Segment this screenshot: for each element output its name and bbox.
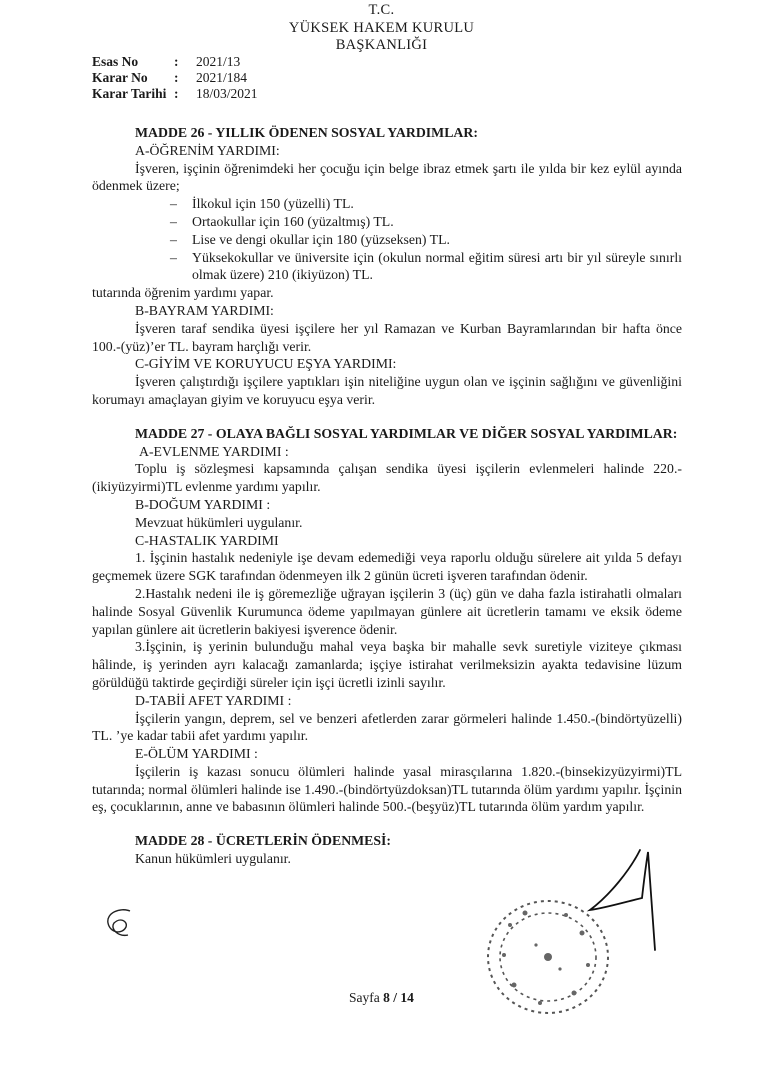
meta-value: 2021/184 [196, 70, 248, 85]
article-27-d-title: D-TABİİ AFET YARDIMI : [135, 692, 292, 708]
article-27-b-text: Mevzuat hükümleri uygulanır. [135, 514, 303, 530]
article-26-title: MADDE 26 - YILLIK ÖDENEN SOSYAL YARDIMLAR: [135, 125, 478, 140]
article-27-c-p1: 1. İşçinin hastalık nedeniyle işe devam edemediği veya raporlu olduğu sürelere ait yılda 5 defayı geçmemek üzere SGK tarafından ödenmeyen ilk 2 günün ücreti işveren tarafından ödenir. [92, 550, 682, 584]
meta-row-karar [92, 70, 258, 86]
section-gap [92, 816, 682, 832]
article-26-a-end: tutarında öğrenim yardımı yapar. [92, 285, 274, 301]
meta-value: 2021/13 [196, 54, 241, 69]
article-28-text: Kanun hükümleri uygulanır. [135, 851, 291, 867]
meta-key: Karar Tarihi [92, 86, 167, 101]
header-tc: T.C. [368, 2, 395, 18]
page-number [0, 990, 763, 1006]
article-26-a-list [92, 195, 682, 284]
article-27-title: MADDE 27 - OLAYA BAĞLI SOSYAL YARDIMLAR VE DİĞER SOSYAL YARDIMLAR: [135, 425, 678, 441]
article-27-b-title: B-DOĞUM YARDIMI : [135, 496, 271, 512]
meta-sep: : [174, 86, 179, 101]
list-item: – Lise ve dengi okullar için 180 (yüzseksen) TL. [92, 231, 682, 249]
page-prefix: Sayfa [349, 990, 380, 1005]
article-27-e-title: E-ÖLÜM YARDIMI : [135, 746, 258, 762]
meta-row-tarih [92, 86, 258, 102]
article-26-a-text: İşveren, işçinin öğrenimdeki her çocuğu için belge ibraz etmek şartı ile yılda bir kez eylül ayında ödenmek üzere; [92, 160, 682, 194]
article-26-b-text: İşveren taraf sendika üyesi işçilere her yıl Ramazan ve Kurban Bayramlarından bir hafta önce 100.-(yüz)’er TL. bayram harçlığı verir. [92, 320, 682, 354]
list-item: – İlkokul için 150 (yüzelli) TL. [92, 195, 682, 213]
list-item: – Ortaokullar için 160 (yüzaltmış) TL. [92, 213, 682, 231]
article-28-title: MADDE 28 - ÜCRETLERİN ÖDENMESİ: [135, 833, 392, 849]
article-27-e-text: İşçilerin iş kazası sonucu ölümleri halinde yasal mirasçılarına 1.820.-(binsekizyüzyirmi)TL tutarında; normal ölümleri halinde ise 1.490.-(bindörtyüzdoksan)TL tutarında ölüm yardımı yapılır. İşçinin eş, çocuklarının, anne ve babasının ölümleri halinde 500.-(beşyüz)TL tutarında ölüm yardım yapılır. [92, 763, 682, 815]
page-count: 8 / 14 [383, 990, 414, 1005]
article-26-b-title: B-BAYRAM YARDIMI: [135, 302, 274, 318]
meta-row-esas [92, 54, 258, 70]
meta-value: 18/03/2021 [196, 86, 258, 101]
article-26-c-text: İşveren çalıştırdığı işçilere yaptıkları işin niteliğine uygun olan ve işçinin sağlığını ve güvenliğini korumayı amaçlayan giyim ve koruyucu eşya verir. [92, 374, 682, 407]
header-institution: YÜKSEK HAKEM KURULU [288, 20, 475, 36]
meta-key: Esas No [92, 54, 139, 69]
signature [570, 840, 670, 960]
document-body [92, 124, 682, 868]
article-26-a-title: A-ÖĞRENİM YARDIMI: [135, 142, 280, 158]
header-presidency: BAŞKANLIĞI [335, 37, 428, 53]
case-meta [92, 54, 258, 102]
list-item: – Yüksekokullar ve üniversite için (okulun normal eğitim süresi artı bir yıl süreyle sınırlı olmak üzere) 210 (ikiyüzon) TL. [92, 249, 682, 285]
article-26-c-title: C-GİYİM VE KORUYUCU EŞYA YARDIMI: [135, 356, 397, 372]
section-gap [92, 409, 682, 425]
article-27-a-text: Toplu iş sözleşmesi kapsamında çalışan sendika üyesi işçilerin evlenmeleri halinde 220.-(ikiyüzyirmi)TL evlenme yardımı yapılır. [92, 461, 682, 495]
meta-sep: : [174, 54, 179, 69]
handwritten-initial-mark [100, 905, 140, 941]
article-27-a-title: A-EVLENME YARDIMI : [139, 443, 289, 459]
article-27-c-p3: 3.İşçinin, iş yerinin bulunduğu mahal veya başka bir mahalle sevk suretiyle viziteye çıkması hâlinde, iş yerinden ayrı kalacağı zamanlarda; işçiye istirahat verilmeksizin ayakta tedavisine lüzum görüldüğü taktirde geçirdiği süreler için işçi ücretli izinli sayılır. [92, 639, 682, 690]
article-27-c-p2: 2.Hastalık nedeni ile iş göremezliğe uğrayan işçilerin 3 (üç) gün ve daha fazla istirahatli olmaları halinde Sosyal Güvenlik Kurumunca ödeme yapılmayan günlere ait ücretlerin tamamı ve eksik ödeme yapılan günlere ait ücretlerin bakiyesi işverence ödenir. [92, 585, 682, 637]
meta-key: Karar No [92, 70, 148, 85]
meta-sep: : [174, 70, 179, 85]
article-27-d-text: İşçilerin yangın, deprem, sel ve benzeri afetlerden zarar görmeleri halinde 1.450.-(bindörtyüzelli) TL. ’ye kadar tabii afet yardımı yapılır. [92, 710, 682, 744]
article-27-c-title: C-HASTALIK YARDIMI [135, 532, 279, 548]
